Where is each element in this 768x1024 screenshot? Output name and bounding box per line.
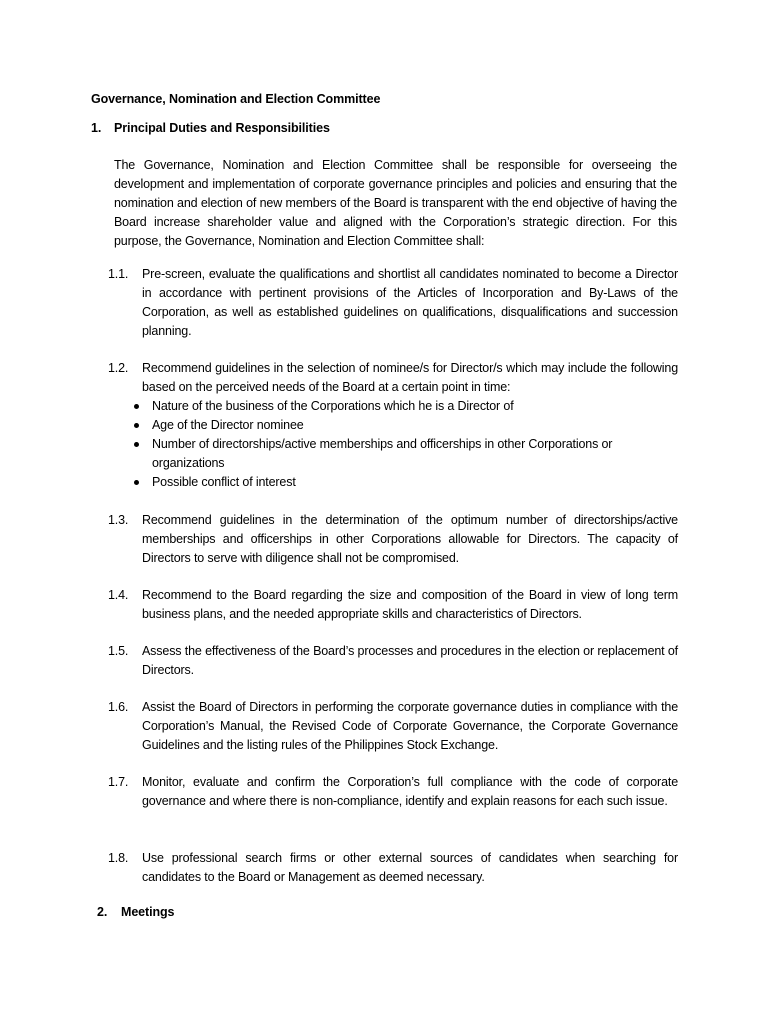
item-number: 1.4.	[108, 588, 129, 602]
list-item	[108, 773, 678, 811]
bullet-item	[108, 473, 678, 492]
item-number: 1.1.	[108, 267, 129, 281]
item-text: Recommend guidelines in the determination of the optimum number of directorships/active memberships and officerships in other Corporations allowable for Directors. The capacity of Directors to serve with diligence shall not be compromised.	[142, 513, 678, 565]
list-item	[108, 586, 678, 624]
bullet-item	[108, 397, 678, 416]
item-text: Recommend to the Board regarding the size and composition of the Board in view of long term business plans, and the needed appropriate skills and characteristics of Directors.	[142, 588, 678, 621]
bullet-text: Number of directorships/active memberships and officerships in other Corporations or organizations	[152, 437, 613, 470]
bullet-icon	[134, 442, 139, 447]
item-text: Assess the effectiveness of the Board’s processes and procedures in the election or replacement of Directors.	[142, 644, 678, 677]
item-number: 1.2.	[108, 361, 129, 375]
bullet-text: Possible conflict of interest	[152, 475, 296, 489]
list-item	[108, 642, 678, 680]
bullet-icon	[134, 423, 139, 428]
section-number: 2.	[97, 905, 108, 919]
list-item	[108, 511, 678, 568]
item-text: Pre-screen, evaluate the qualifications and shortlist all candidates nominated to become a Director in accordance with pertinent provisions of the Articles of Incorporation and By-Laws of the Corporation, as well as established guidelines on qualifications, disqualifications and succession planning.	[142, 267, 678, 338]
bullet-text: Age of the Director nominee	[152, 418, 304, 432]
item-number: 1.6.	[108, 700, 129, 714]
item-number: 1.3.	[108, 513, 129, 527]
list-item	[108, 265, 678, 341]
bullet-item	[108, 435, 678, 473]
section-heading-duties	[91, 121, 330, 135]
item-text: Monitor, evaluate and confirm the Corporation’s full compliance with the code of corporate governance and where there is non-compliance, identify and explain reasons for each such issue.	[142, 775, 678, 808]
section-heading-meetings	[97, 905, 174, 919]
item-number: 1.8.	[108, 851, 129, 865]
item-text: Recommend guidelines in the selection of nominee/s for Director/s which may include the following based on the perceived needs of the Board at a certain point in time:	[142, 361, 678, 394]
bullet-icon	[134, 404, 139, 409]
section-intro-paragraph: The Governance, Nomination and Election Committee shall be responsible for overseeing the development and implementation of corporate governance principles and policies and ensuring that the nomination and election of new members of the Board is transparent with the end objective of having the Board increase shareholder value and aligned with the Corporation’s strategic direction. For this purpose, the Governance, Nomination and Election Committee shall:	[114, 158, 677, 248]
item-number: 1.7.	[108, 775, 129, 789]
section-heading-text: Principal Duties and Responsibilities	[114, 121, 330, 135]
item-number: 1.5.	[108, 644, 129, 658]
bullet-icon	[134, 480, 139, 485]
list-item	[108, 359, 678, 492]
section-heading-text: Meetings	[121, 905, 175, 919]
item-text: Use professional search firms or other external sources of candidates when searching for candidates to the Board or Management as deemed necessary.	[142, 851, 678, 884]
bullet-item	[108, 416, 678, 435]
list-item	[108, 849, 678, 887]
bullet-text: Nature of the business of the Corporations which he is a Director of	[152, 399, 514, 413]
item-text: Assist the Board of Directors in performing the corporate governance duties in compliance with the Corporation’s Manual, the Revised Code of Corporate Governance, the Corporate Governance Guidelines and the listing rules of the Philippines Stock Exchange.	[142, 700, 678, 752]
list-item	[108, 698, 678, 755]
document-title: Governance, Nomination and Election Committee	[91, 92, 381, 106]
section-number: 1.	[91, 121, 102, 135]
